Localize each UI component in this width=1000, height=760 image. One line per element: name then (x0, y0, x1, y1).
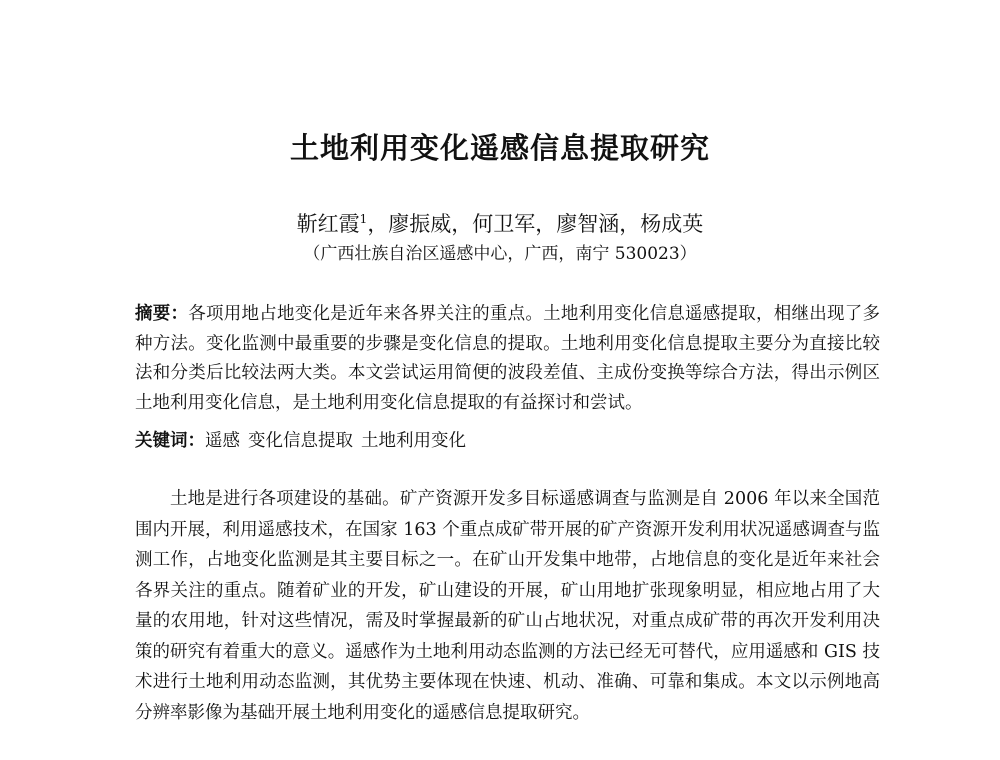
first-author: 靳红霞 (296, 212, 360, 236)
abstract (135, 300, 880, 418)
other-authors: ，廖振威，何卫军，廖智涵，杨成英 (367, 212, 704, 236)
intro-paragraph: 土地是进行各项建设的基础。矿产资源开发多目标遥感调查与监测是自 2006 年以来全国范围内开展，利用遥感技术，在国家 163 个重点成矿带开展的矿产资源开发利用状况遥感调查与监测工作，占地变化监测是其主要目标之一。在矿山开发集中地带，占地信息的变化是近年来社会各界关注的重点。随着矿业的开发，矿山建设的开展，矿山用地扩张现象明显，相应地占用了大量的农用地，针对这些情况，需及时掌握最新的矿山占地状况，对重点成矿带的再次开发利用决策的研究有着重大的意义。遥感作为土地利用动态监测的方法已经无可替代，应用遥感和 GIS 技术进行土地利用动态监测，其优势主要体现在快速、机动、准确、可靠和集成。本文以示例地高分辨率影像为基础开展土地利用变化的遥感信息提取研究。 (135, 489, 880, 723)
author-superscript: 1 (359, 212, 368, 226)
keywords-label: 关键词： (135, 431, 205, 451)
keyword-item: 土地利用变化 (361, 431, 466, 451)
abstract-label: 摘要： (135, 304, 189, 324)
paper-title: 土地利用变化遥感信息提取研究 (289, 131, 710, 165)
affiliation: （广西壮族自治区遥感中心，广西，南宁 530023） (303, 244, 697, 264)
abstract-text: 各项用地占地变化是近年来各界关注的重点。土地利用变化信息遥感提取，相继出现了多种方法。变化监测中最重要的步骤是变化信息的提取。土地利用变化信息提取主要分为直接比较法和分类后比较法两大类。本文尝试运用简便的波段差值、主成份变换等综合方法，得出示例区土地利用变化信息，是土地利用变化信息提取的有益探讨和尝试。 (135, 304, 880, 413)
author-line (0, 208, 1000, 238)
keyword-item: 变化信息提取 (248, 431, 353, 451)
keywords (135, 427, 880, 457)
keyword-item: 遥感 (205, 431, 240, 451)
